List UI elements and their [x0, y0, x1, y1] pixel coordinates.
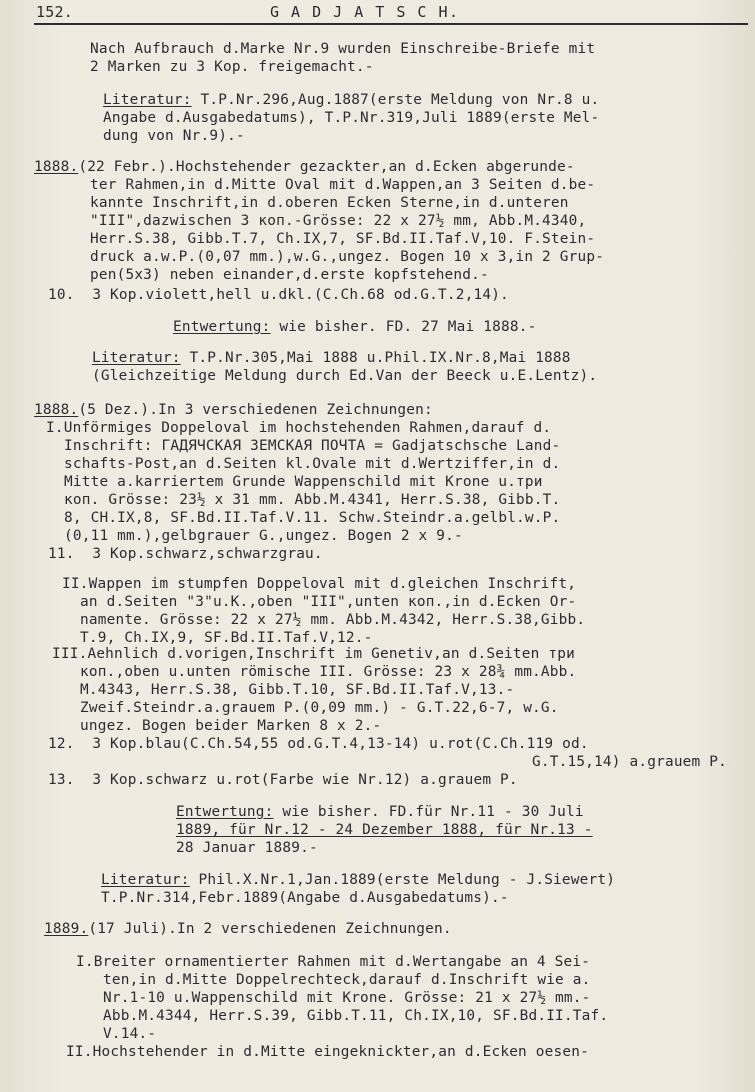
text-line: Angabe d.Ausgabedatums), T.P.Nr.319,Juli 1889(erste Mel-: [103, 110, 600, 126]
cancellation-paragraph: Entwertung: wie bisher. FD.für Nr.11 - 30 Juli: [176, 804, 584, 820]
cancellation-label: Entwertung:: [173, 319, 271, 335]
cancellation-paragraph: Entwertung: wie bisher. FD. 27 Mai 1888.-: [173, 319, 537, 335]
text-line: druck a.w.P.(0,07 mm.),w.G.,ungez. Bogen 10 x 3,in 2 Grup-: [90, 249, 605, 265]
text-line: schafts-Post,an d.Seiten kl.Ovale mit d.Wertziffer,in d.: [64, 456, 561, 472]
text-line: ungez. Bogen beider Marken 8 x 2.-: [80, 718, 382, 734]
text-line: "III",dazwischen 3 коп.-Grösse: 22 x 27½ mm, Abb.M.4340,: [90, 213, 587, 229]
text-line: an d.Seiten "3"u.K.,oben "III",unten коп.,in d.Ecken Or-: [80, 594, 577, 610]
text-line: Nr.1-10 u.Wappenschild mit Krone. Grösse: 21 x 27½ mm.-: [103, 990, 591, 1006]
text-line: Nach Aufbrauch d.Marke Nr.9 wurden Einschreibe-Briefe mit: [90, 41, 596, 57]
text-line: 28 Januar 1889.-: [176, 840, 318, 856]
issue-heading: 1888.(5 Dez.).In 3 verschiedenen Zeichnungen:: [34, 402, 433, 418]
stamp-entry: 11. 3 Kop.schwarz,schwarzgrau.: [48, 546, 323, 562]
issue-heading: 1889.(17 Juli).In 2 verschiedenen Zeichnungen.: [44, 921, 452, 937]
text-line: kannte Inschrift,in d.oberen Ecken Sterne,in d.unteren: [90, 195, 569, 211]
stamp-entry: 13. 3 Kop.schwarz u.rot(Farbe wie Nr.12) a.grauem P.: [48, 772, 518, 788]
header-rule: [34, 23, 748, 25]
cancellation-label: Entwertung:: [176, 804, 274, 820]
text-line: namente. Grösse: 22 x 27½ mm. Abb.M.4342, Herr.S.38,Gibb.: [80, 612, 586, 628]
text-line: M.4343, Herr.S.38, Gibb.T.10, SF.Bd.II.Taf.V,13.-: [80, 682, 515, 698]
stamp-entry: 10. 3 Kop.violett,hell u.dkl.(C.Ch.68 od.G.T.2,14).: [48, 287, 509, 303]
text-line: T.P.Nr.314,Febr.1889(Angabe d.Ausgabedatums).-: [101, 890, 509, 906]
literature-paragraph: Literatur: Phil.X.Nr.1,Jan.1889(erste Meldung - J.Siewert): [101, 872, 616, 888]
text-line: dung von Nr.9).-: [103, 128, 245, 144]
text-line: Inschrift: ГАДЯЧСКАЯ ЗЕМСКАЯ ПОЧТА = Gadjatschsche Land-: [64, 438, 561, 454]
issue-year: 1888.: [34, 402, 79, 418]
text-line: (Gleichzeitige Meldung durch Ed.Van der Beeck u.E.Lentz).: [92, 368, 598, 384]
text-line: ten,in d.Mitte Doppelrechteck,darauf d.Inschrift wie a.: [103, 972, 591, 988]
text-line: I.Breiter ornamentierter Rahmen mit d.Wertangabe an 4 Sei-: [76, 954, 591, 970]
page-number: 152.: [36, 3, 73, 21]
literature-label: Literatur:: [103, 92, 192, 108]
text-line: Herr.S.38, Gibb.T.7, Ch.IX,7, SF.Bd.II.Taf.V,10. F.Stein-: [90, 231, 596, 247]
text-line: G.T.15,14) a.grauem P.: [532, 754, 728, 770]
text-line: pen(5x3) neben einander,d.erste kopfstehend.-: [90, 267, 489, 283]
issue-year: 1889.: [44, 921, 89, 937]
text-line: II.Hochstehender in d.Mitte eingeknickter,an d.Ecken oesen-: [66, 1044, 589, 1060]
text-line: (0,11 mm.),gelbgrauer G.,ungez. Bogen 2 x 9.-: [64, 528, 463, 544]
issue-heading: 1888.(22 Febr.).Hochstehender gezackter,an d.Ecken abgerunde-: [34, 159, 575, 175]
text-line: I.Unförmiges Doppeloval im hochstehenden Rahmen,darauf d.: [46, 420, 552, 436]
text-line: III.Aehnlich d.vorigen,Inschrift im Genetiv,an d.Seiten три: [52, 646, 575, 662]
page-title: G A D J A T S C H.: [270, 3, 460, 21]
text-line: Zweif.Steindr.a.grauem P.(0,09 mm.) - G.T.22,6-7, w.G.: [80, 700, 559, 716]
stamp-entry: 12. 3 Kop.blau(C.Ch.54,55 od.G.T.4,13-14) u.rot(C.Ch.119 od.: [48, 736, 589, 752]
text-line: T.9, Ch.IX,9, SF.Bd.II.Taf.V,12.-: [80, 630, 373, 646]
text-line: 8, CH.IX,8, SF.Bd.II.Taf.V.11. Schw.Steindr.a.gelbl.w.P.: [64, 510, 561, 526]
text-line: V.14.-: [103, 1026, 157, 1042]
text-line: ter Rahmen,in d.Mitte Oval mit d.Wappen,an 3 Seiten d.be-: [90, 177, 596, 193]
literature-paragraph: Literatur: T.P.Nr.305,Mai 1888 u.Phil.IX.Nr.8,Mai 1888: [92, 350, 571, 366]
text-line: 2 Marken zu 3 Kop. freigemacht.-: [90, 59, 374, 75]
text-line: коп. Grösse: 23½ x 31 mm. Abb.M.4341, Herr.S.38, Gibb.T.: [64, 492, 561, 508]
literature-label: Literatur:: [101, 872, 190, 888]
literature-label: Literatur:: [92, 350, 181, 366]
text-line: Abb.M.4344, Herr.S.39, Gibb.T.11, Ch.IX,10, SF.Bd.II.Taf.: [103, 1008, 609, 1024]
text-line: коп.,oben u.unten römische III. Grösse: 23 x 28¾ mm.Abb.: [80, 664, 577, 680]
text-line: II.Wappen im stumpfen Doppeloval mit d.gleichen Inschrift,: [62, 576, 577, 592]
text-line: Mitte a.karriertem Grunde Wappenschild mit Krone u.три: [64, 474, 543, 490]
text-line: 1889, für Nr.12 - 24 Dezember 1888, für Nr.13 -: [176, 822, 593, 838]
literature-paragraph: Literatur: T.P.Nr.296,Aug.1887(erste Meldung von Nr.8 u.: [103, 92, 600, 108]
issue-year: 1888.: [34, 159, 79, 175]
